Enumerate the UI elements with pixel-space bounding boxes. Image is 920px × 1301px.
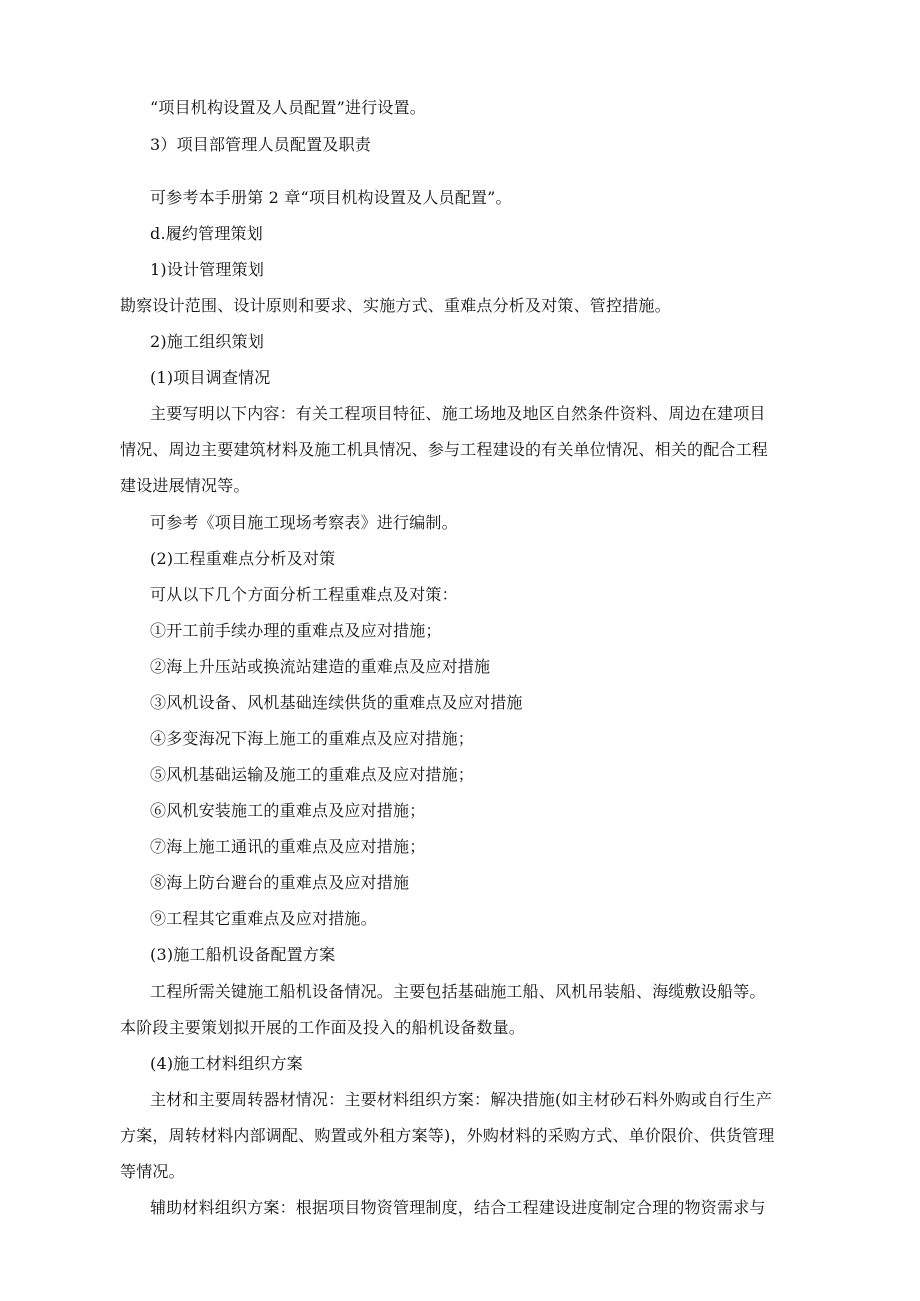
paragraph-line: 主材和主要周转器材情况：主要材料组织方案：解决措施(如主材砂石料外购或自行生产 (150, 1090, 773, 1109)
list-item: ⑨工程其它重难点及应对措施。 (150, 909, 377, 928)
subheading-2-4: (4)施工材料组织方案 (150, 1054, 303, 1073)
list-item: ⑤风机基础运输及施工的重难点及应对措施； (150, 765, 475, 784)
paragraph-line: 主要写明以下内容：有关工程项目特征、施工场地及地区自然条件资料、周边在建项目 (150, 404, 766, 423)
heading-item-3: 3）项目部管理人员配置及职责 (150, 135, 371, 154)
paragraph-line: 建设进展情况等。 (120, 476, 250, 495)
text-line-continuation: “项目机构设置及人员配置”进行设置。 (150, 98, 426, 117)
section-heading-d: d.履约管理策划 (150, 224, 263, 243)
list-item: ⑧海上防台避台的重难点及应对措施 (150, 873, 410, 892)
paragraph-line: 情况、周边主要建筑材料及施工机具情况、参与工程建设的有关单位情况、相关的配合工程 (120, 440, 769, 459)
list-item: ②海上升压站或换流站建造的重难点及应对措施 (150, 657, 491, 676)
subheading-2-1: (1)项目调查情况 (150, 368, 271, 387)
text-line-reference: 可参考《项目施工现场考察表》进行编制。 (150, 513, 458, 532)
subheading-1: 1)设计管理策划 (150, 260, 265, 279)
text-line-reference: 可参考本手册第 2 章“项目机构设置及人员配置”。 (150, 188, 512, 207)
text-line-intro: 可从以下几个方面分析工程重难点及对策： (150, 585, 458, 604)
list-item: ①开工前手续办理的重难点及应对措施； (150, 621, 442, 640)
list-item: ⑦海上施工通讯的重难点及应对措施； (150, 837, 426, 856)
list-item: ③风机设备、风机基础连续供货的重难点及应对措施 (150, 693, 523, 712)
subheading-2: 2)施工组织策划 (150, 332, 265, 351)
list-item: ⑥风机安装施工的重难点及应对措施； (150, 801, 426, 820)
list-item: ④多变海况下海上施工的重难点及应对措施； (150, 729, 475, 748)
subheading-2-2: (2)工程重难点分析及对策 (150, 549, 336, 568)
paragraph-line: 辅助材料组织方案：根据项目物资管理制度，结合工程建设进度制定合理的物资需求与 (150, 1198, 766, 1217)
paragraph-line: 方案，周转材料内部调配、购置或外租方案等)，外购材料的采购方式、单价限价、供货管理 (120, 1126, 775, 1145)
paragraph-line: 本阶段主要策划拟开展的工作面及投入的船机设备数量。 (120, 1018, 526, 1037)
paragraph-line: 等情况。 (120, 1162, 185, 1181)
subheading-2-3: (3)施工船机设备配置方案 (150, 945, 336, 964)
paragraph-line: 工程所需关键施工船机设备情况。主要包括基础施工船、风机吊装船、海缆敷设船等。 (150, 982, 766, 1001)
text-line-design-scope: 勘察设计范围、设计原则和要求、实施方式、重难点分析及对策、管控措施。 (120, 296, 671, 315)
